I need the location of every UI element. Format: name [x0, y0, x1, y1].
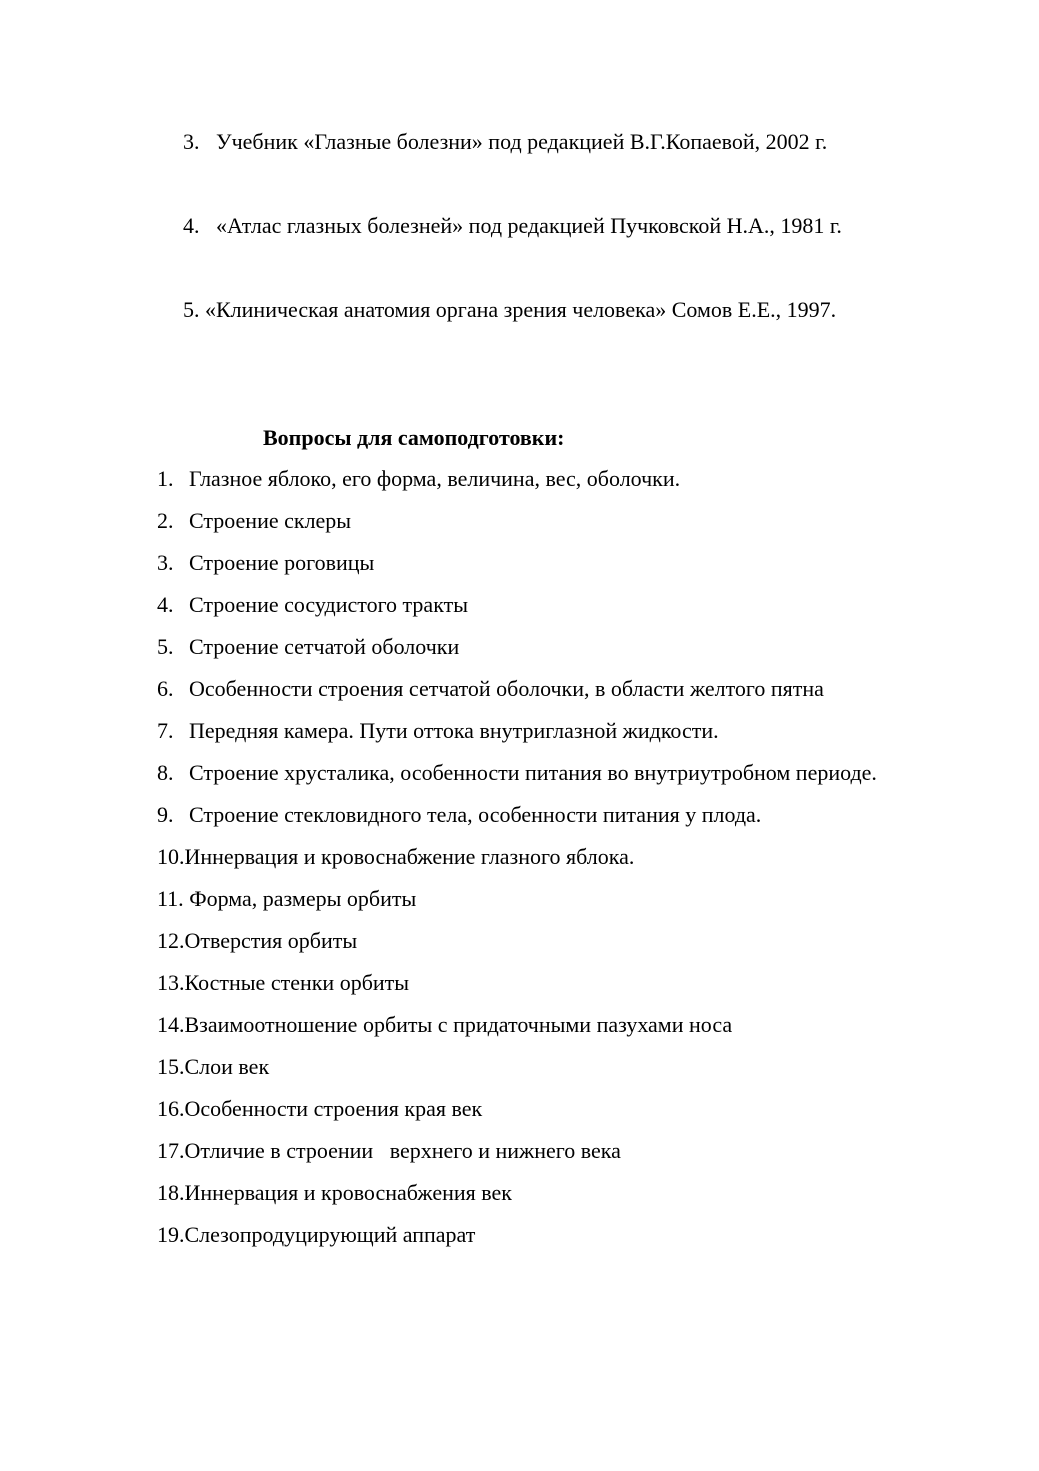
question-text: Особенности строения края век: [184, 1096, 483, 1121]
question-text: Строение хрусталика, особенности питания во внутриутробном периоде.: [189, 760, 877, 785]
question-item: [157, 458, 883, 500]
question-text: Слезопродуцирующий аппарат: [184, 1222, 476, 1247]
question-number: 15.: [157, 1054, 185, 1079]
question-number: 2.: [157, 508, 174, 533]
question-number: 7.: [157, 718, 174, 743]
questions-list: [157, 458, 883, 1256]
question-item: [157, 626, 883, 668]
question-item: [157, 836, 883, 878]
section-heading: Вопросы для самоподготовки:: [263, 425, 565, 450]
reference-item: [183, 121, 883, 163]
reference-item: [183, 289, 883, 331]
question-number: 11.: [157, 886, 184, 911]
question-number: 14.: [157, 1012, 185, 1037]
question-number: 18.: [157, 1180, 185, 1205]
question-item: [157, 1130, 883, 1172]
question-item: [157, 1088, 883, 1130]
question-number: 4.: [157, 592, 174, 617]
question-number: 8.: [157, 760, 174, 785]
question-number: 19.: [157, 1222, 185, 1247]
question-item: [157, 542, 883, 584]
question-text: Иннервация и кровоснабжение глазного яблока.: [184, 844, 635, 869]
question-text: Строение роговицы: [189, 550, 375, 575]
reference-number: 3.: [183, 129, 200, 154]
question-number: 9.: [157, 802, 174, 827]
question-text: Строение сетчатой оболочки: [189, 634, 460, 659]
question-number: 10.: [157, 844, 185, 869]
question-text: Особенности строения сетчатой оболочки, в области желтого пятна: [189, 676, 824, 701]
question-item: [157, 962, 883, 1004]
question-text: Взаимоотношение орбиты с придаточными пазухами носа: [184, 1012, 733, 1037]
question-text: Костные стенки орбиты: [184, 970, 410, 995]
question-text: Глазное яблоко, его форма, величина, вес, оболочки.: [189, 466, 681, 491]
question-item: [157, 668, 883, 710]
reference-text: «Атлас глазных болезней» под редакцией Пучковской Н.А., 1981 г.: [216, 213, 842, 238]
question-item: [157, 584, 883, 626]
question-text: Передняя камера. Пути оттока внутриглазной жидкости.: [189, 718, 719, 743]
question-text: Строение сосудистого тракты: [189, 592, 468, 617]
question-item: [157, 794, 883, 836]
question-item: [157, 1004, 883, 1046]
question-number: 5.: [157, 634, 174, 659]
question-item: [157, 920, 883, 962]
question-item: [157, 752, 883, 794]
question-number: 13.: [157, 970, 185, 995]
question-item: [157, 1046, 883, 1088]
question-item: [157, 878, 883, 920]
question-text: Иннервация и кровоснабжения век: [184, 1180, 512, 1205]
question-text: Форма, размеры орбиты: [183, 886, 417, 911]
question-item: [157, 500, 883, 542]
question-number: 12.: [157, 928, 185, 953]
reference-item: [183, 205, 883, 247]
reference-text: Учебник «Глазные болезни» под редакцией В.Г.Копаевой, 2002 г.: [216, 129, 828, 154]
question-text: Слои век: [184, 1054, 270, 1079]
question-text: Отличие в строении верхнего и нижнего века: [184, 1138, 621, 1163]
reference-number: 4.: [183, 213, 200, 238]
question-text: Строение склеры: [189, 508, 352, 533]
question-number: 3.: [157, 550, 174, 575]
question-text: Отверстия орбиты: [184, 928, 358, 953]
question-item: [157, 1214, 883, 1256]
reference-number: 5.: [183, 297, 200, 322]
question-text: Строение стекловидного тела, особенности питания у плода.: [189, 802, 762, 827]
question-item: [157, 1172, 883, 1214]
question-number: 16.: [157, 1096, 185, 1121]
question-number: 1.: [157, 466, 174, 491]
question-item: [157, 710, 883, 752]
reference-text: «Клиническая анатомия органа зрения человека» Сомов Е.Е., 1997.: [205, 297, 837, 322]
question-number: 17.: [157, 1138, 185, 1163]
question-number: 6.: [157, 676, 174, 701]
